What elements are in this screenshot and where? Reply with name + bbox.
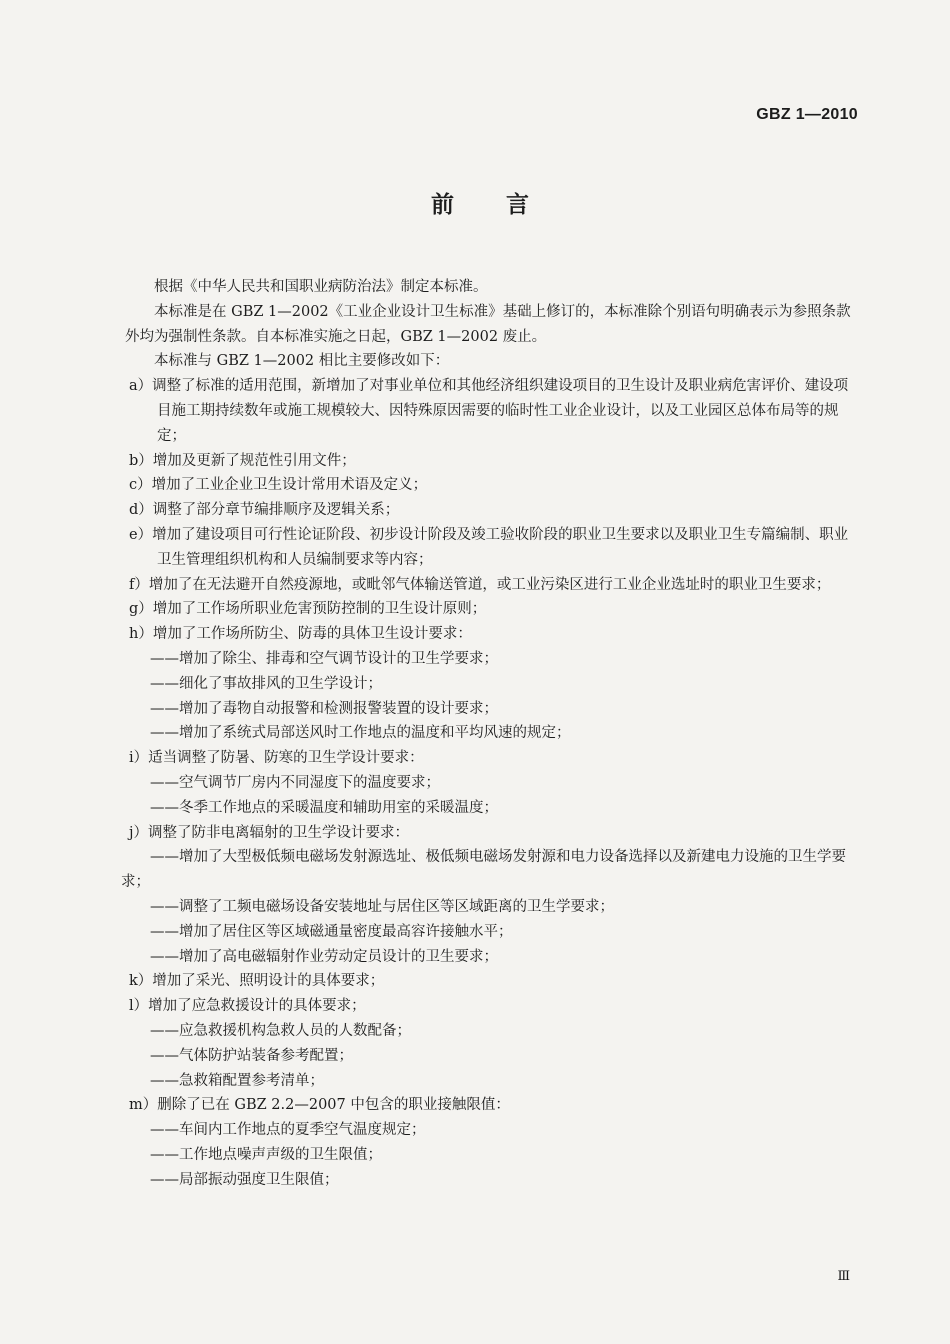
- list-item: a）调整了标准的适用范围，新增加了对事业单位和其他经济组织建设项目的卫生设计及职业病危害评价、建设项目施工期持续数年或施工规模较大、因特殊原因需要的临时性工业企业设计，以及工业园区总体布局等的规定；: [129, 378, 849, 444]
- sub-item: ——增加了大型极低频电磁场发射源选址、极低频电磁场发射源和电力设备选择以及新建电力设施的卫生学要求；: [121, 849, 846, 891]
- sub-item: ——局部振动强度卫生限值；: [150, 1171, 339, 1188]
- list-item: j）调整了防非电离辐射的卫生学设计要求：: [129, 824, 409, 841]
- list-item: d）调整了部分章节编排顺序及逻辑关系；: [129, 502, 400, 519]
- list-item: g）增加了工作场所职业危害预防控制的卫生设计原则；: [129, 601, 487, 618]
- list-item: f）增加了在无法避开自然疫源地，或毗邻气体输送管道，或工业污染区进行工业企业选址时的职业卫生要求；: [129, 576, 831, 593]
- list-item: l）增加了应急救援设计的具体要求；: [129, 998, 366, 1015]
- change-list: [121, 374, 860, 1192]
- sub-item: ——空气调节厂房内不同湿度下的温度要求；: [150, 774, 440, 791]
- list-item: k）增加了采光、照明设计的具体要求；: [129, 973, 385, 990]
- sub-item: ——车间内工作地点的夏季空气温度规定；: [150, 1122, 426, 1139]
- sub-item: ——增加了毒物自动报警和检测报警装置的设计要求；: [150, 700, 498, 717]
- list-item: m）删除了已在 GBZ 2.2—2007 中包含的职业接触限值：: [129, 1097, 510, 1114]
- list-item: c）增加了工业企业卫生设计常用术语及定义；: [129, 477, 428, 494]
- sub-item: ——急救箱配置参考清单；: [150, 1072, 324, 1089]
- paragraph-scope: 本标准是在 GBZ 1—2002《工业企业设计卫生标准》基础上修订的，本标准除个别语句明确表示为参照条款外均为强制性条款。自本标准实施之日起，GBZ 1—2002 废止。: [125, 303, 851, 345]
- list-item: i）适当调整了防暑、防寒的卫生学设计要求：: [129, 750, 424, 767]
- document-body: [121, 275, 860, 1192]
- sub-item: ——调整了工频电磁场设备安装地址与居住区等区域距离的卫生学要求；: [150, 898, 614, 915]
- sub-item: ——增加了居住区等区域磁通量密度最高容许接触水平；: [150, 923, 513, 940]
- sub-item: ——增加了高电磁辐射作业劳动定员设计的卫生要求；: [150, 948, 498, 965]
- page-title: 前 言: [430, 192, 551, 218]
- sub-item: ——增加了除尘、排毒和空气调节设计的卫生学要求；: [150, 650, 498, 667]
- sub-item: ——增加了系统式局部送风时工作地点的温度和平均风速的规定；: [150, 725, 571, 742]
- list-item: b）增加及更新了规范性引用文件；: [129, 452, 356, 469]
- sub-item: ——气体防护站装备参考配置；: [150, 1047, 353, 1064]
- list-item: h）增加了工作场所防尘、防毒的具体卫生设计要求：: [129, 626, 472, 643]
- standard-code: GBZ 1—2010: [756, 106, 858, 123]
- paragraph-basis: 根据《中华人民共和国职业病防治法》制定本标准。: [154, 279, 488, 295]
- page-number: Ⅲ: [837, 1269, 850, 1284]
- sub-item: ——应急救援机构急救人员的人数配备；: [150, 1022, 411, 1039]
- sub-item: ——冬季工作地点的采暖温度和辅助用室的采暖温度；: [150, 799, 498, 816]
- sub-item: ——工作地点噪声声级的卫生限值；: [150, 1146, 382, 1163]
- sub-item: ——细化了事故排风的卫生学设计；: [150, 675, 382, 692]
- paragraph-changes-intro: 本标准与 GBZ 1—2002 相比主要修改如下：: [154, 353, 450, 370]
- list-item: e）增加了建设项目可行性论证阶段、初步设计阶段及竣工验收阶段的职业卫生要求以及职业卫生专篇编制、职业卫生管理组织机构和人员编制要求等内容；: [129, 526, 849, 568]
